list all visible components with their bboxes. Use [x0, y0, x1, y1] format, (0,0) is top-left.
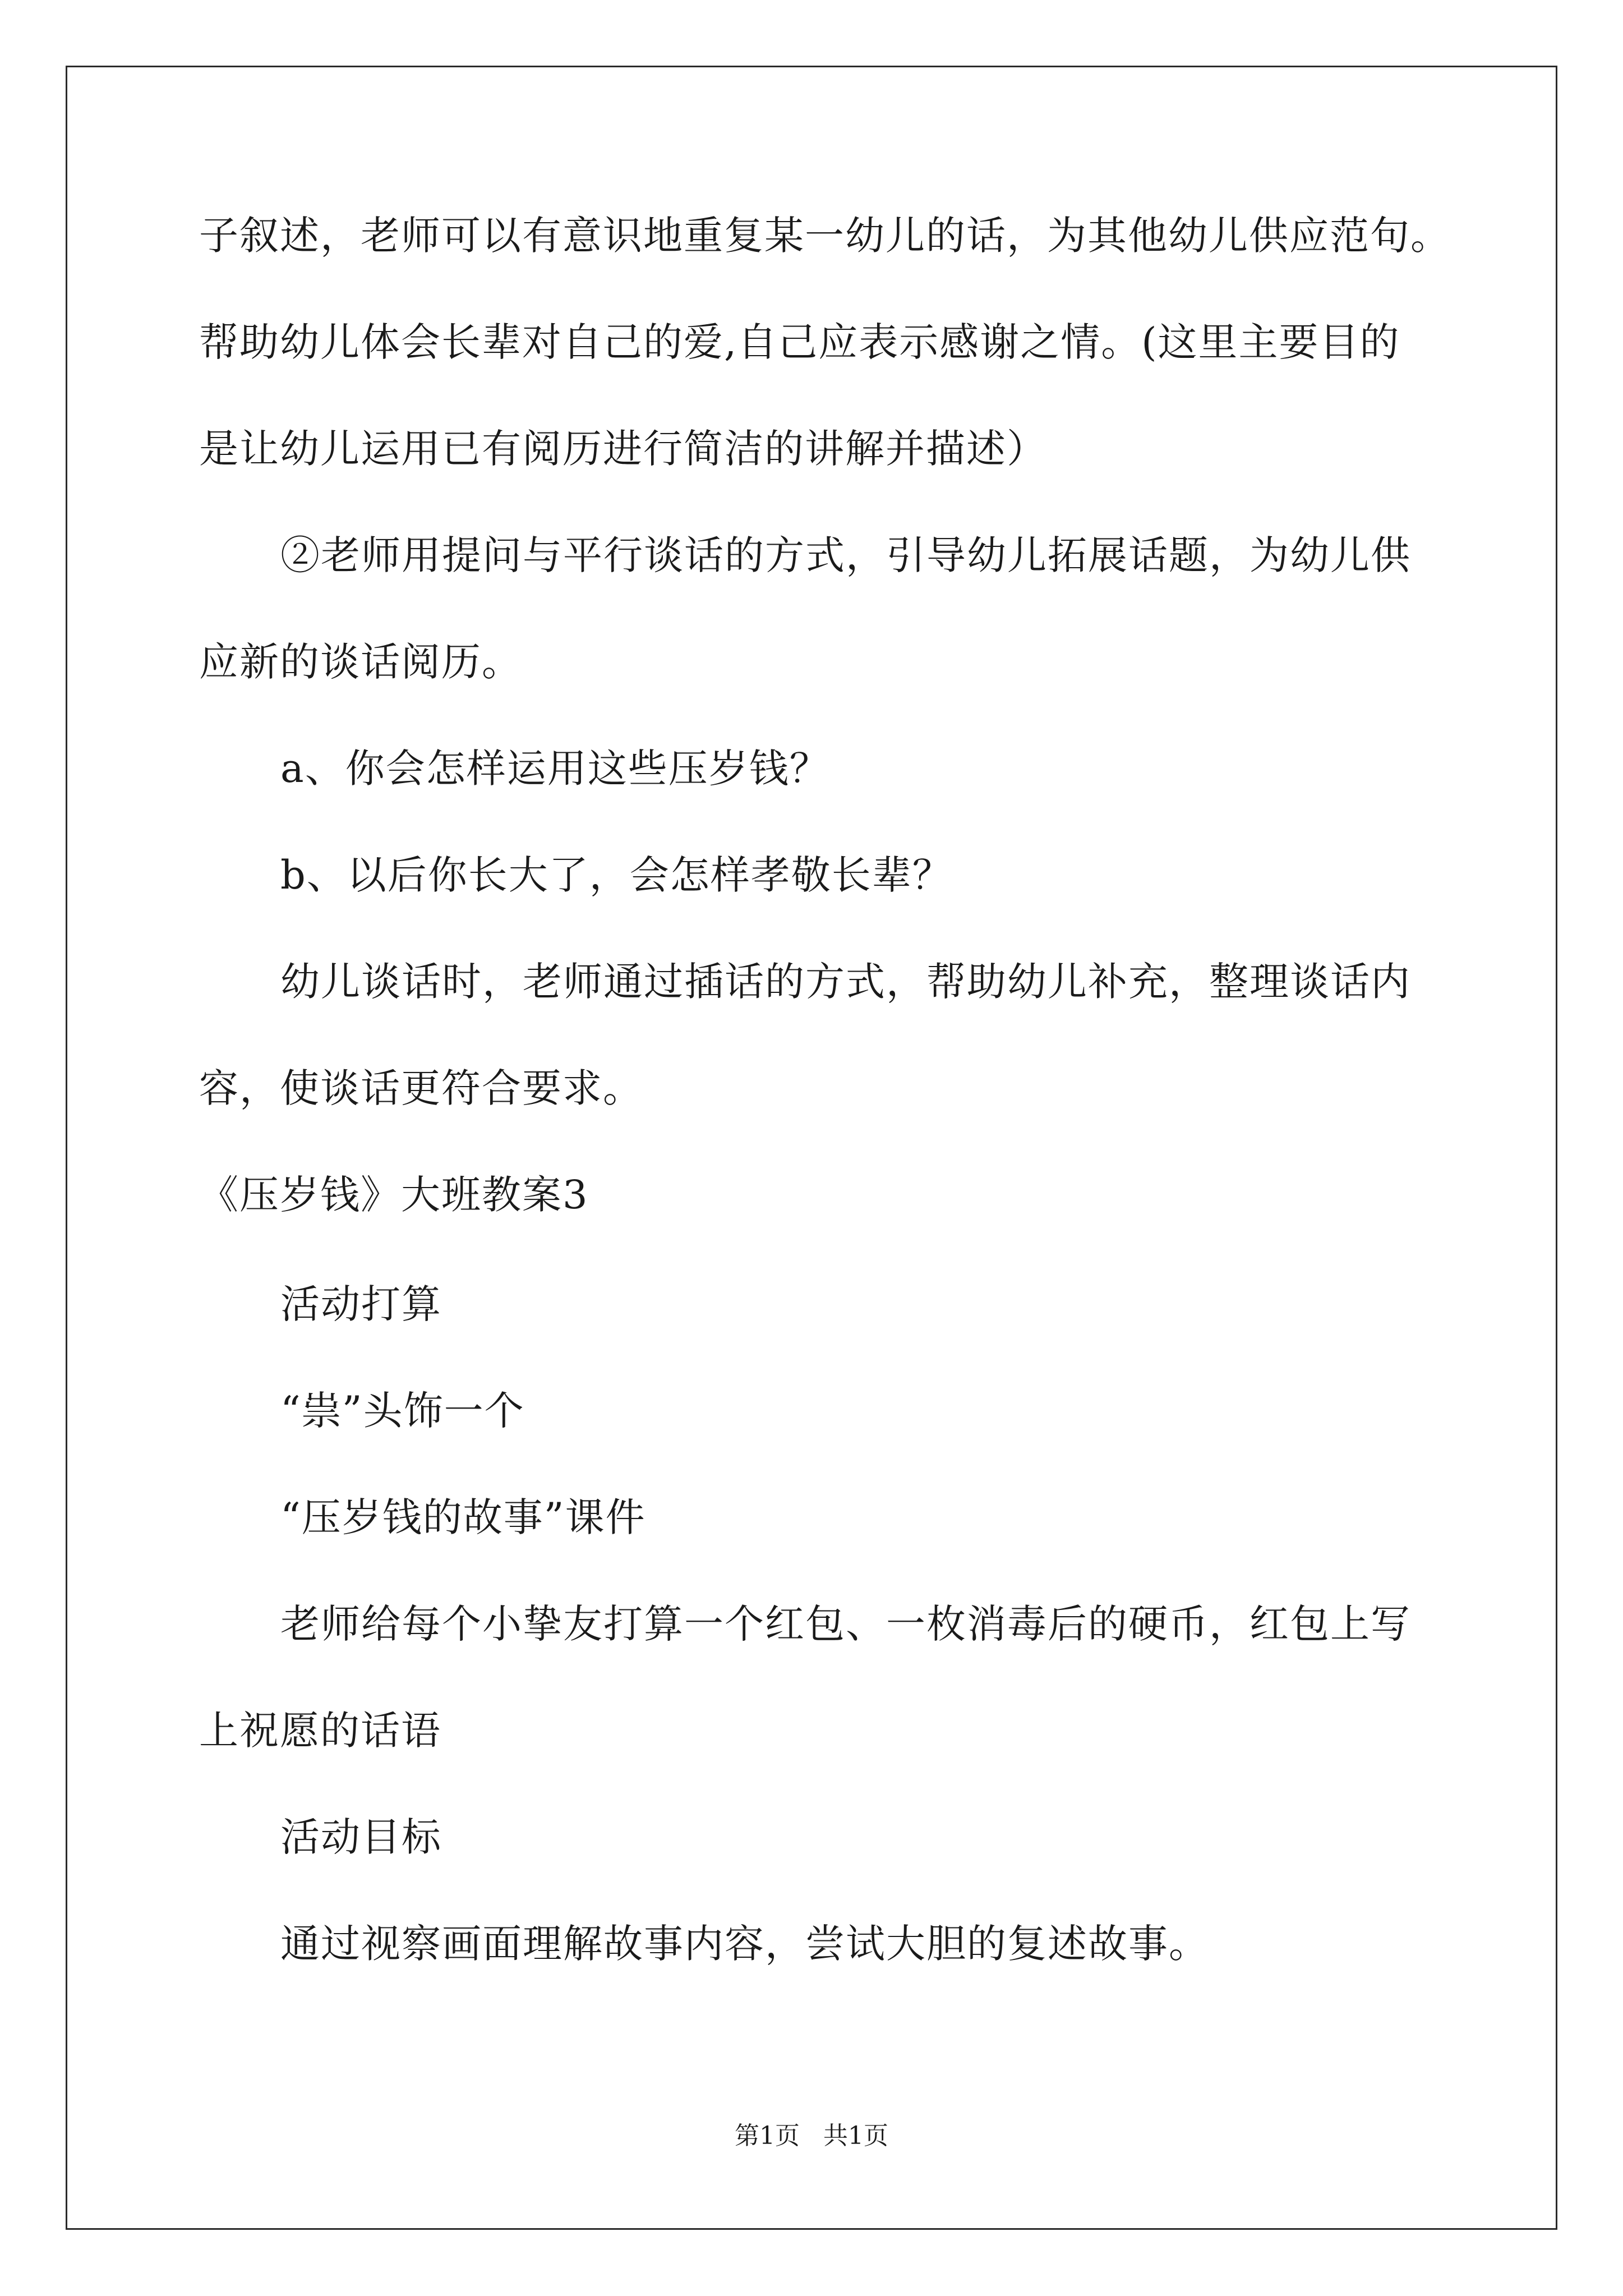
body-line: 容，使谈话更符合要求。	[199, 1065, 643, 1111]
body-line: a、你会怎样运用这些压岁钱？	[280, 746, 830, 792]
section-heading: 《压岁钱》大班教案3	[199, 1172, 589, 1218]
body-line: 活动目标	[280, 1814, 442, 1860]
body-line: b、以后你长大了，会怎样孝敬长辈？	[280, 852, 953, 898]
page-footer: 第1页 共1页	[735, 2122, 888, 2150]
body-line: 是让幼儿运用已有阅历进行简洁的讲解并描述）	[199, 426, 1047, 472]
body-line: 幼儿谈话时，老师通过插话的方式，帮助幼儿补充，整理谈话内	[280, 959, 1411, 1005]
body-line: 帮助幼儿体会长辈对自己的爱,自己应表示感谢之情。(这里主要目的	[199, 319, 1400, 365]
body-line: ②老师用提问与平行谈话的方式，引导幼儿拓展话题，为幼儿供	[280, 532, 1411, 578]
body-line: 上祝愿的话语	[199, 1708, 441, 1754]
body-line: “压岁钱的故事”课件	[280, 1494, 646, 1540]
page-border	[66, 66, 1557, 2230]
body-line: 活动打算	[280, 1281, 442, 1327]
body-line: 通过视察画面理解故事内容，尝试大胆的复述故事。	[280, 1921, 1209, 1967]
body-line: 应新的谈话阅历。	[199, 639, 522, 685]
body-line: “祟”头饰一个	[280, 1388, 525, 1434]
body-line: 老师给每个小挚友打算一个红包、一枚消毒后的硬币，红包上写	[280, 1601, 1411, 1647]
body-line: 子叙述，老师可以有意识地重复某一幼儿的话，为其他幼儿供应范句。	[199, 213, 1451, 259]
